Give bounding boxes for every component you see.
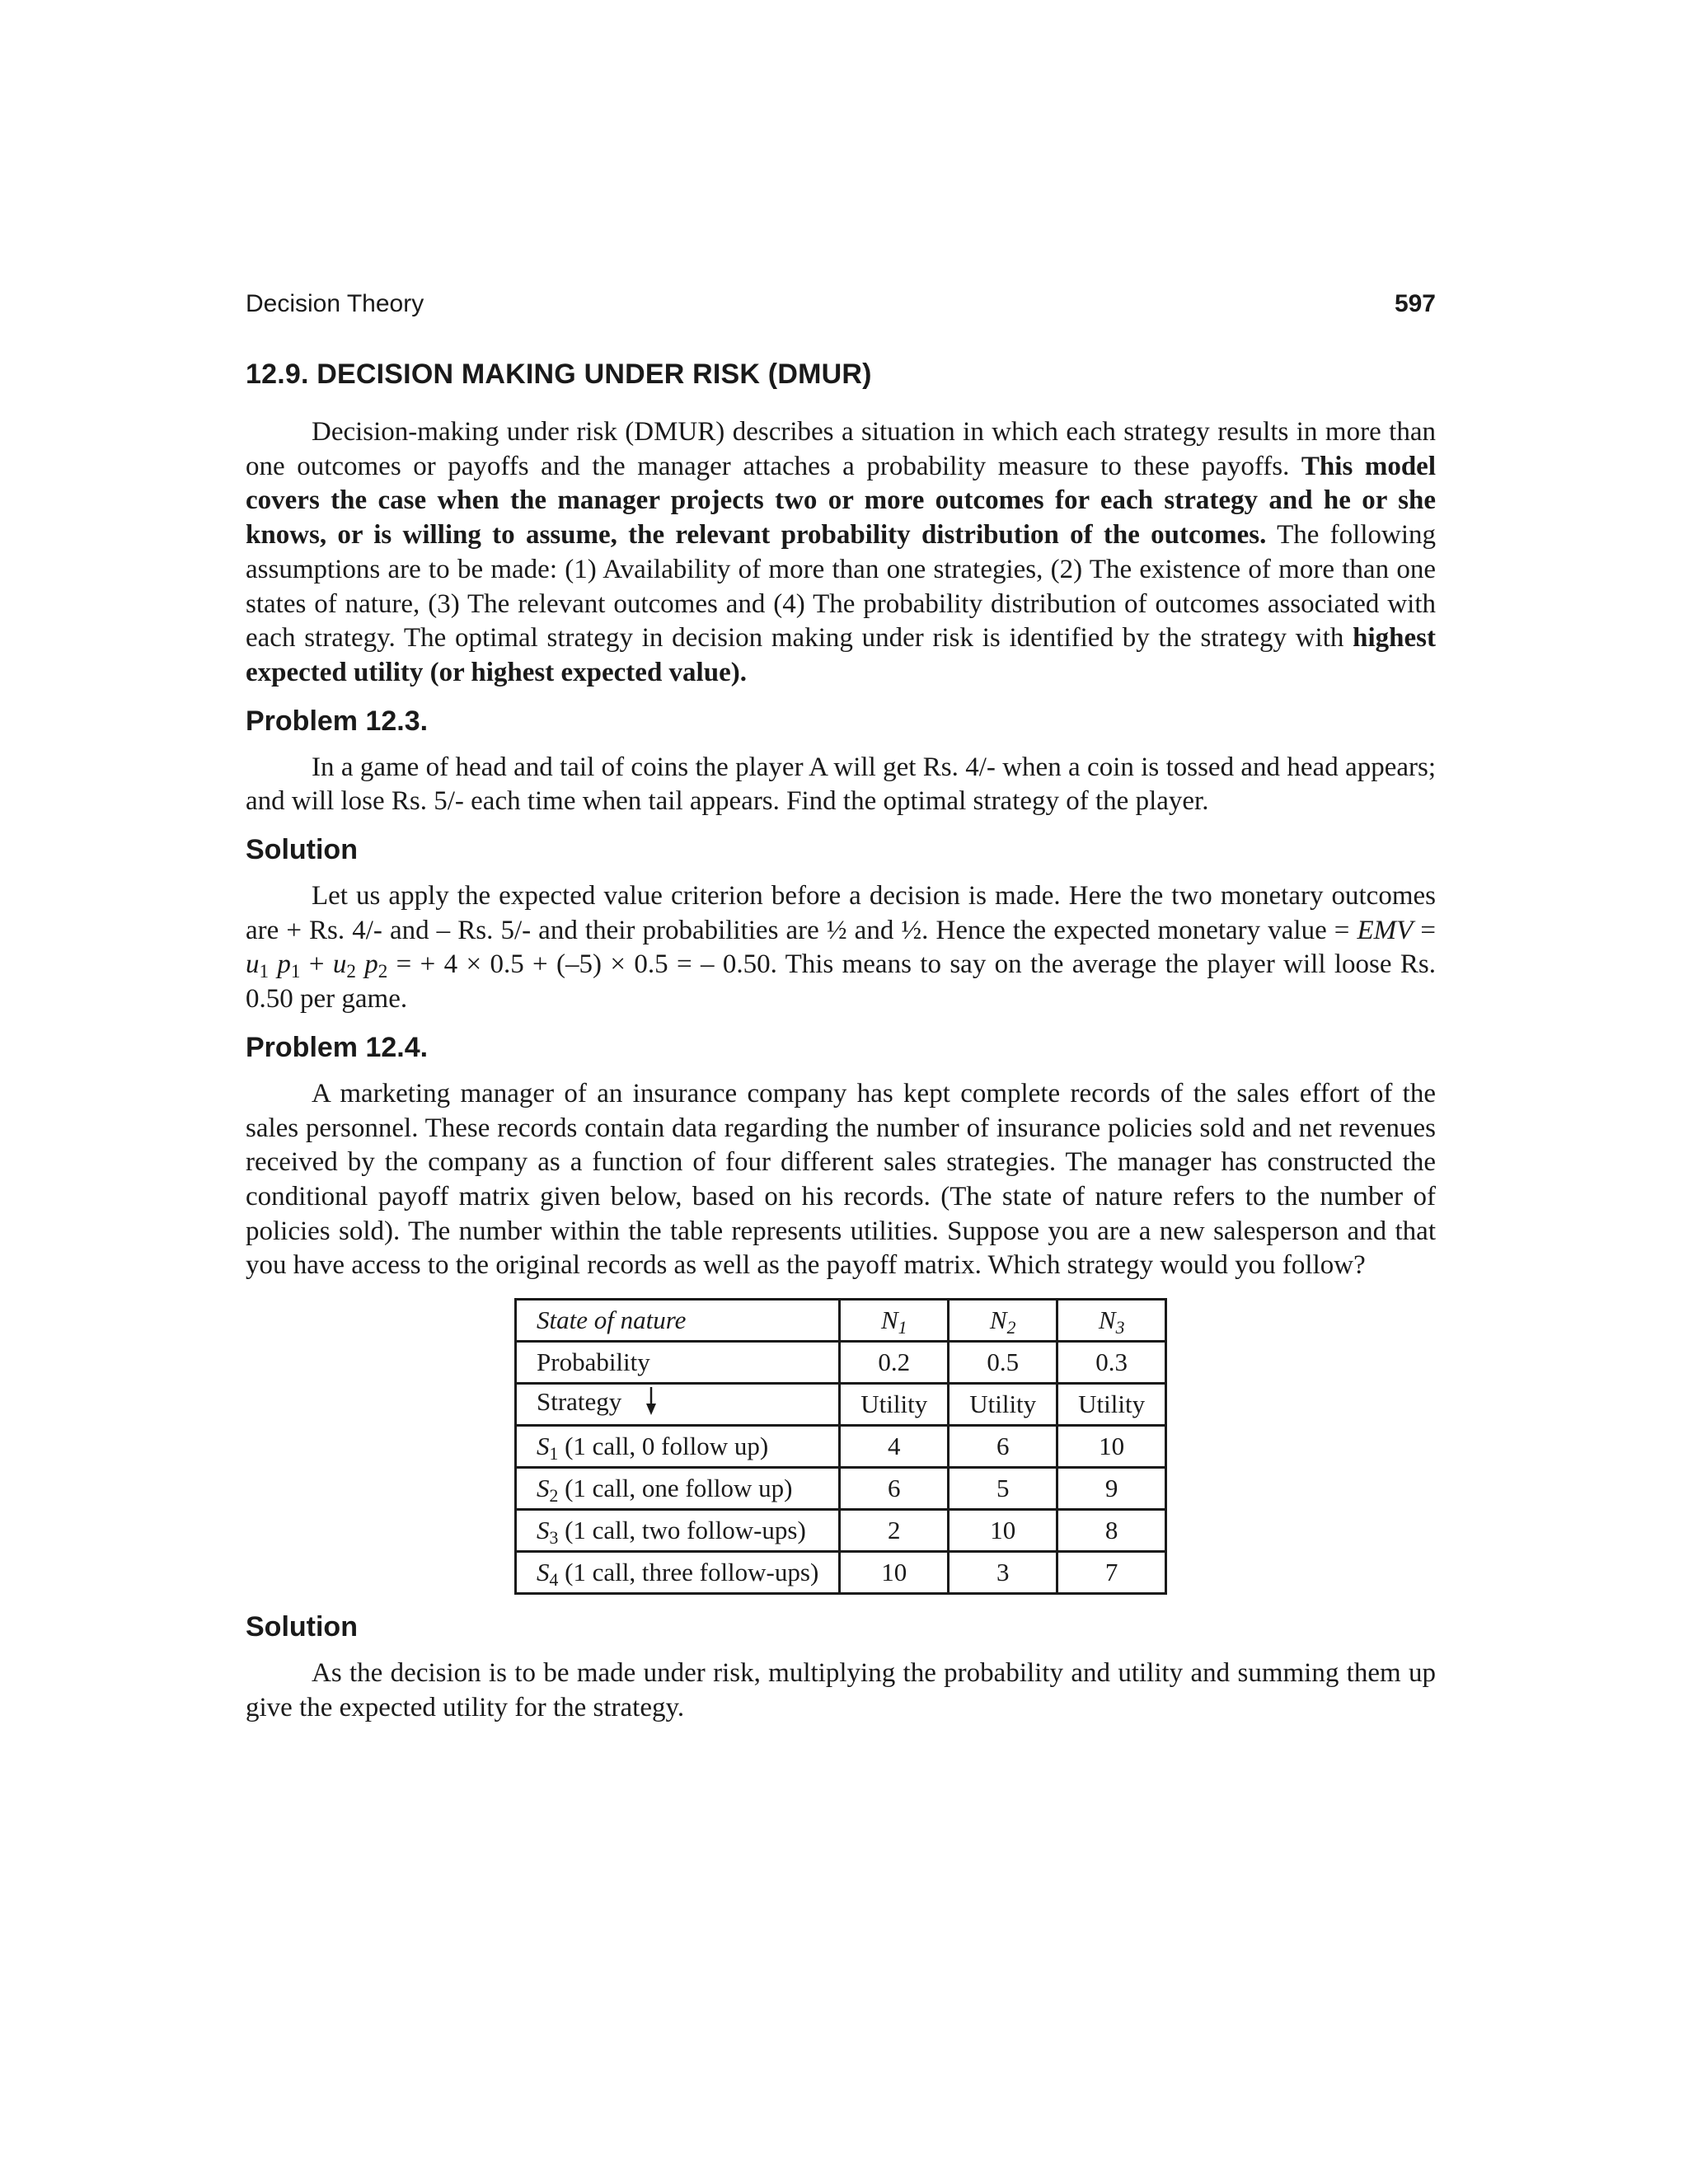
- state-n3: [1057, 1300, 1166, 1342]
- strategy-s2: [516, 1468, 840, 1510]
- n3-subscript: 3: [1115, 1318, 1125, 1338]
- table-row: [516, 1552, 1166, 1594]
- u-subscript: 1: [259, 960, 270, 982]
- n-letter: N: [989, 1305, 1007, 1335]
- utility-header-n3: Utility: [1057, 1384, 1166, 1426]
- equals-sign: =: [1413, 915, 1436, 945]
- s1-description: (1 call, 0 follow up): [558, 1432, 769, 1461]
- utility-cell: 7: [1057, 1552, 1166, 1594]
- problem-12-3-text: In a game of head and tail of coins the player A will get Rs. 4/- when a coin is tossed and head appears; and will lose Rs. 5/- each time when tail appears. Find the optimal strategy of the player.: [246, 752, 1436, 817]
- strategy-s3: [516, 1510, 840, 1552]
- intro-text-1: Decision-making under risk (DMUR) describes a situation in which each strategy results in more than one outcomes or payoffs and the manager attaches a probability measure to these payoffs.: [246, 417, 1436, 481]
- intro-text-2: The following assumptions are to be made: (1) Availability of more than one strategies, (2) The existence of more than one states of nature, (3) The relevant outcomes and (4) The probability distribution of outcomes associated with each strategy. The optimal strategy in decision making under risk is identified by the strategy with: [246, 520, 1436, 654]
- utility-cell: 6: [840, 1468, 949, 1510]
- utility-cell: 5: [949, 1468, 1057, 1510]
- s3-subscript: 3: [549, 1528, 559, 1549]
- solution-2-heading: Solution: [246, 1611, 358, 1643]
- p-symbol-2: p: [364, 949, 378, 980]
- utility-cell: 10: [840, 1552, 949, 1594]
- n-letter: N: [1098, 1305, 1116, 1335]
- solution-1-text-end: = + 4 × 0.5 + (–5) × 0.5 = – 0.50. This means to say on the average the player will loose Rs. 0.50 per game.: [246, 949, 1437, 1015]
- utility-cell: 9: [1057, 1468, 1166, 1510]
- strategy-label-cell: [516, 1384, 840, 1426]
- u-symbol-2: u: [332, 949, 347, 980]
- solution-1-text: [246, 879, 1436, 1017]
- problem-12-4-text: A marketing manager of an insurance company has kept complete records of the sales effort of the sales personnel. These records contain data regarding the number of insurance policies sold and net revenues received by the company as a function of four different sales strategies. The manager has constructed the conditional payoff matrix given below, based on his records. (The state of nature refers to the number of policies sold). The number within the table represents utilities. Suppose you are a new salesperson and that you have access to the original records as well as the payoff matrix. Which strategy would you follow?: [246, 1078, 1436, 1281]
- running-header: [246, 290, 1436, 318]
- intro-bold-2: highest expected utility (or highest expected value).: [246, 623, 1436, 687]
- utility-cell: 2: [840, 1510, 949, 1552]
- s-letter: S: [537, 1474, 550, 1503]
- plus-sign: +: [300, 949, 333, 980]
- running-title: Decision Theory: [246, 290, 424, 317]
- probability-n2: 0.5: [949, 1342, 1057, 1384]
- utility-header-n2: Utility: [949, 1384, 1057, 1426]
- page-content: [246, 359, 1436, 1740]
- p-subscript-2: 2: [377, 960, 388, 982]
- s2-subscript: 2: [549, 1486, 559, 1507]
- s-letter: S: [537, 1432, 550, 1461]
- utility-cell: 6: [949, 1426, 1057, 1468]
- table-row-state: [516, 1300, 1166, 1342]
- emv-symbol: EMV: [1357, 915, 1414, 945]
- strategy-label: Strategy: [537, 1387, 622, 1417]
- intro-bold-1: This model covers the case when the manager projects two or more outcomes for each strategy and he or she knows, or is willing to assume, the relevant probability distribution of the outcomes.: [246, 451, 1436, 551]
- arrow-down-icon: [645, 1387, 658, 1422]
- utility-cell: 10: [1057, 1426, 1166, 1468]
- probability-n1: 0.2: [840, 1342, 949, 1384]
- u-symbol: u: [246, 949, 260, 980]
- u-subscript-2: 2: [346, 960, 356, 982]
- table-row: [516, 1510, 1166, 1552]
- utility-cell: 4: [840, 1426, 949, 1468]
- utility-cell: 8: [1057, 1510, 1166, 1552]
- n-letter: N: [880, 1305, 898, 1335]
- problem-12-3-heading: Problem 12.3.: [246, 705, 429, 737]
- p-subscript: 1: [290, 960, 301, 982]
- table-row: [516, 1426, 1166, 1468]
- state-of-nature-text: State of nature: [537, 1305, 687, 1335]
- section-heading: 12.9. DECISION MAKING UNDER RISK (DMUR): [246, 359, 872, 390]
- probability-n3: 0.3: [1057, 1342, 1166, 1384]
- p-symbol: p: [277, 949, 291, 980]
- s4-description: (1 call, three follow-ups): [558, 1558, 819, 1587]
- n1-subscript: 1: [898, 1318, 907, 1338]
- s-letter: S: [537, 1516, 550, 1545]
- s2-description: (1 call, one follow up): [558, 1474, 793, 1503]
- page-number: 597: [1394, 290, 1436, 317]
- strategy-s4: [516, 1552, 840, 1594]
- utility-cell: 3: [949, 1552, 1057, 1594]
- solution-1-text-start: Let us apply the expected value criterion before a decision is made. Here the two monetary outcomes are + Rs. 4/- and – Rs. 5/- and their probabilities are ½ and ½. Hence the expected monetary value =: [246, 881, 1436, 945]
- s1-subscript: 1: [549, 1444, 559, 1465]
- payoff-matrix-table: [514, 1298, 1167, 1595]
- state-of-nature-label: [516, 1300, 840, 1342]
- strategy-s1: [516, 1426, 840, 1468]
- utility-header-n1: Utility: [840, 1384, 949, 1426]
- table-row-probability: [516, 1342, 1166, 1384]
- state-n2: [949, 1300, 1057, 1342]
- table-row-strategy-header: [516, 1384, 1166, 1426]
- solution-2-text: As the decision is to be made under risk, multiplying the probability and utility and summing them up give the expected utility for the strategy.: [246, 1658, 1436, 1722]
- state-n1: [840, 1300, 949, 1342]
- problem-12-4-heading: Problem 12.4.: [246, 1031, 429, 1063]
- s-letter: S: [537, 1558, 550, 1587]
- n2-subscript: 2: [1006, 1318, 1016, 1338]
- s4-subscript: 4: [549, 1570, 559, 1591]
- solution-1-heading: Solution: [246, 834, 358, 866]
- utility-cell: 10: [949, 1510, 1057, 1552]
- table-row: [516, 1468, 1166, 1510]
- probability-label: Probability: [516, 1342, 840, 1384]
- s3-description: (1 call, two follow-ups): [558, 1516, 806, 1545]
- intro-paragraph: [246, 415, 1436, 691]
